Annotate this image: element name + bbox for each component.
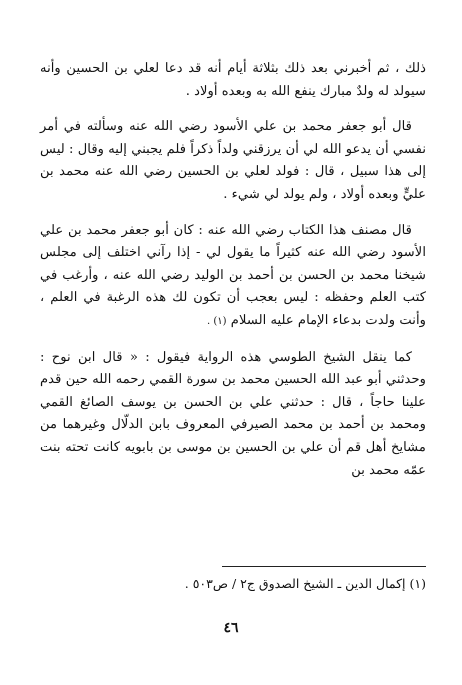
paragraph-1: ذلك ، ثم أخبرني بعد ذلك بثلاثة أيام أنه قد دعا لعلي بن الحسين وأنه سيولد له ولدٌ مبارك ينفع الله به وبعده أولاد . bbox=[40, 61, 426, 99]
paragraph-3 bbox=[40, 220, 426, 334]
paragraph-2: قال أبو جعفر محمد بن علي الأسود رضي الله عنه وسألته في أمر نفسي أن يدعو الله لي أن يرزقني ولداً ذكراً فلم يجبني إليه وقال : ليس إلى هذا سبيل ، قال : فولد لعلي بن الحسين رضي الله عنه محمد بن عليٍّ وبعده أولاد ، ولم يولد لي شيء . bbox=[40, 119, 426, 202]
footnote-divider bbox=[222, 566, 426, 567]
paragraph-3-text: قال مصنف هذا الكتاب رضي الله عنه : كان أبو جعفر محمد بن علي الأسود رضي الله عنه كثيراً ما يقول لي - إذا رآني اختلف إلى مجلس شيخنا محمد بن الحسن بن أحمد بن الوليد رضي الله عنه ، وأرغب في كتب العلم وحفظه : ليس بعجب أن تكون لك هذه الرغبة في العلم ، وأنت ولدت بدعاء الإمام عليه السلام bbox=[40, 222, 426, 328]
page-number: ٤٦ bbox=[223, 620, 239, 636]
main-text bbox=[40, 58, 426, 495]
paragraph-4: كما ينقل الشيخ الطوسي هذه الرواية فيقول : « قال ابن نوح : وحدثني أبو عبد الله الحسين محمد بن سورة القمي رحمه الله حين قدم علينا حاجاً ، قال : حدثني علي بن الحسن بن يوسف الصائغ القمي ومحمد بن أحمد بن محمد الصيرفي المعروف بابن الدلّال وغيرهما من مشايخ أهل قم أن علي بن الحسين بن موسى بن بابويه كانت تحته بنت عمّه محمد بن bbox=[40, 349, 426, 478]
footnote: (١) إكمال الدين ـ الشيخ الصدوق ج٢ / ص٥٠٣ . bbox=[184, 576, 426, 591]
footnote-marker: (١) . bbox=[207, 315, 227, 327]
